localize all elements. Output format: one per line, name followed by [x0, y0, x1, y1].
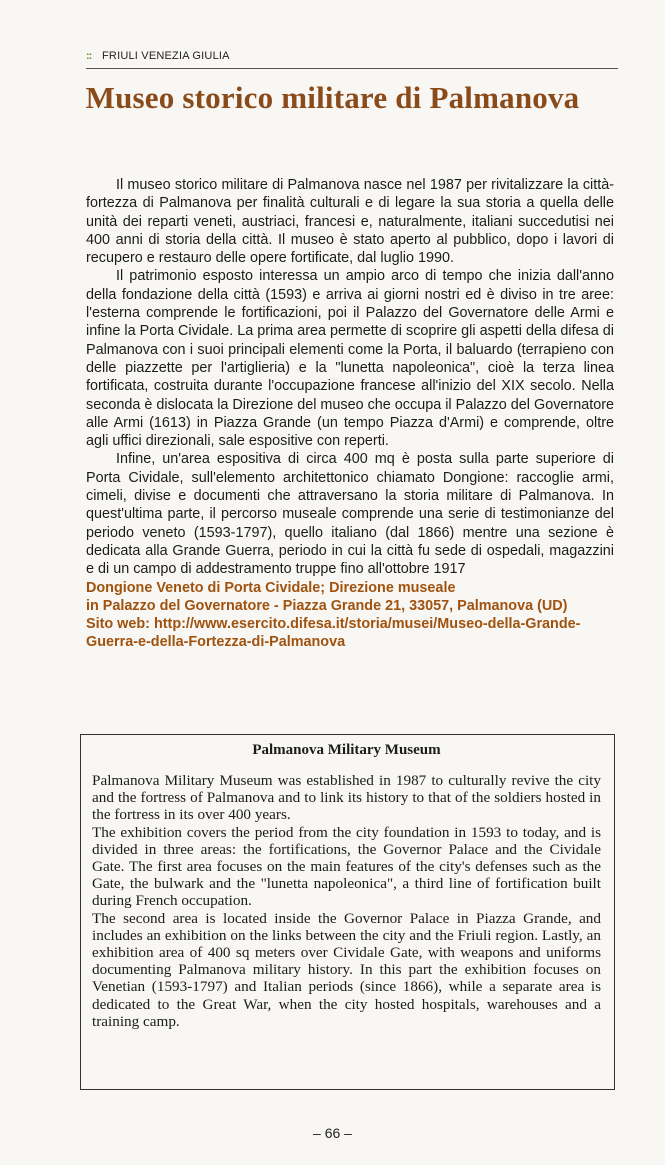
italian-paragraph: Il patrimonio esposto interessa un ampio arco di tempo che inizia dall'anno della fondazione della città (1593) e arriva ai giorni nostri ed è diviso in tre aree: l'esterna comprende le fortificazioni, poi il Palazzo del Governatore delle Armi e infine la Porta Cividale. La prima area permette di scoprire gli aspetti della difesa di Palmanova con i suoi principali elementi come la Porta, il baluardo (terrapieno con delle piazzette per l'artiglieria) e la "lunetta napoleonica", cioè la terza linea fortificata, costruita durante l'occupazione francese all'inizio del XIX secolo. Nella seconda è dislocata la Direzione del museo che occupa il Palazzo del Governatore alle Armi (1613) in Piazza Grande (un tempo Piazza d'Armi) e comprende, oltre agli uffici direzionali, sale espositive con reperti. [86, 268, 614, 450]
english-paragraph: The second area is located inside the Governor Palace in Piazza Grande, and includes an exhibition on the links between the city and the Friuli region. Lastly, an exhibition area of 400 sq meters over Cividale Gate, with weapons and uniforms documenting Palmanova military history. In this part the exhibition focuses on Venetian (1593-1797) and Italian periods (since 1866), while a separate area is dedicated to the Great War, when the city hosted hospitals, warehouses and a training camp. [92, 909, 601, 1030]
english-paragraph: The exhibition covers the period from the city foundation in 1593 to today, and is divided in three areas: the fortifications, the Governor Palace and the Cividale Gate. The first area focuses on the main features of the city's defenses such as the Gate, the bulwark and the "lunetta napoleonica", a third line of fortification built during French occupation. [92, 823, 601, 910]
contact-line-website: Sito web: http://www.esercito.difesa.it/storia/musei/Museo-della-Grande- [86, 616, 581, 633]
page-title: Museo storico militare di Palmanova [85, 80, 580, 115]
italian-paragraph: Infine, un'area espositiva di circa 400 mq è posta sulla parte superiore di Porta Cividale, sull'elemento architettonico chiamato Dongione: raccoglie armi, cimeli, divise e documenti che attraversano la storia militare di Palmanova. In quest'ultima parte, il percorso museale comprende una serie di testimonianze del periodo veneto (1593-1797), quello italiano (dal 1866) mentre una sezione è dedicata alla Grande Guerra, periodo in cui la città fu sede di ospedali, magazzini e di un campo di addestramento truppe fino all'ottobre 1917 [86, 451, 614, 578]
english-body [92, 772, 601, 1030]
contact-line-website-cont: Guerra-e-della-Fortezza-di-Palmanova [86, 634, 346, 651]
contact-info [86, 579, 614, 652]
page-number: – 66 – [313, 1125, 352, 1141]
section-label: FRIULI VENEZIA GIULIA [102, 50, 230, 62]
english-box-title: Palmanova Military Museum [252, 742, 441, 758]
contact-line-address: in Palazzo del Governatore - Piazza Grande 21, 33057, Palmanova (UD) [86, 597, 568, 614]
english-summary-box [80, 734, 615, 1090]
italian-body [86, 176, 614, 652]
italian-paragraph: Il museo storico militare di Palmanova nasce nel 1987 per rivitalizzare la città-fortezza di Palmanova per finalità culturali e di legare la sua storia a quella delle unità dei reparti veneti, austriaci, francesi e, naturalmente, italiani succedutisi nei 400 anni di storia della città. Il museo è stato aperto al pubblico, dopo i lavori di recupero e restauro delle opere fortificate, dal luglio 1990. [86, 177, 614, 267]
english-paragraph: Palmanova Military Museum was established in 1987 to culturally revive the city and the fortress of Palmanova and to link its history to that of the soldiers hosted in the fortress in its over 400 years. [92, 772, 601, 824]
section-header [86, 46, 618, 69]
header-dots-icon: :: [86, 50, 92, 62]
contact-line-location: Dongione Veneto di Porta Cividale; Direzione museale [86, 579, 456, 596]
